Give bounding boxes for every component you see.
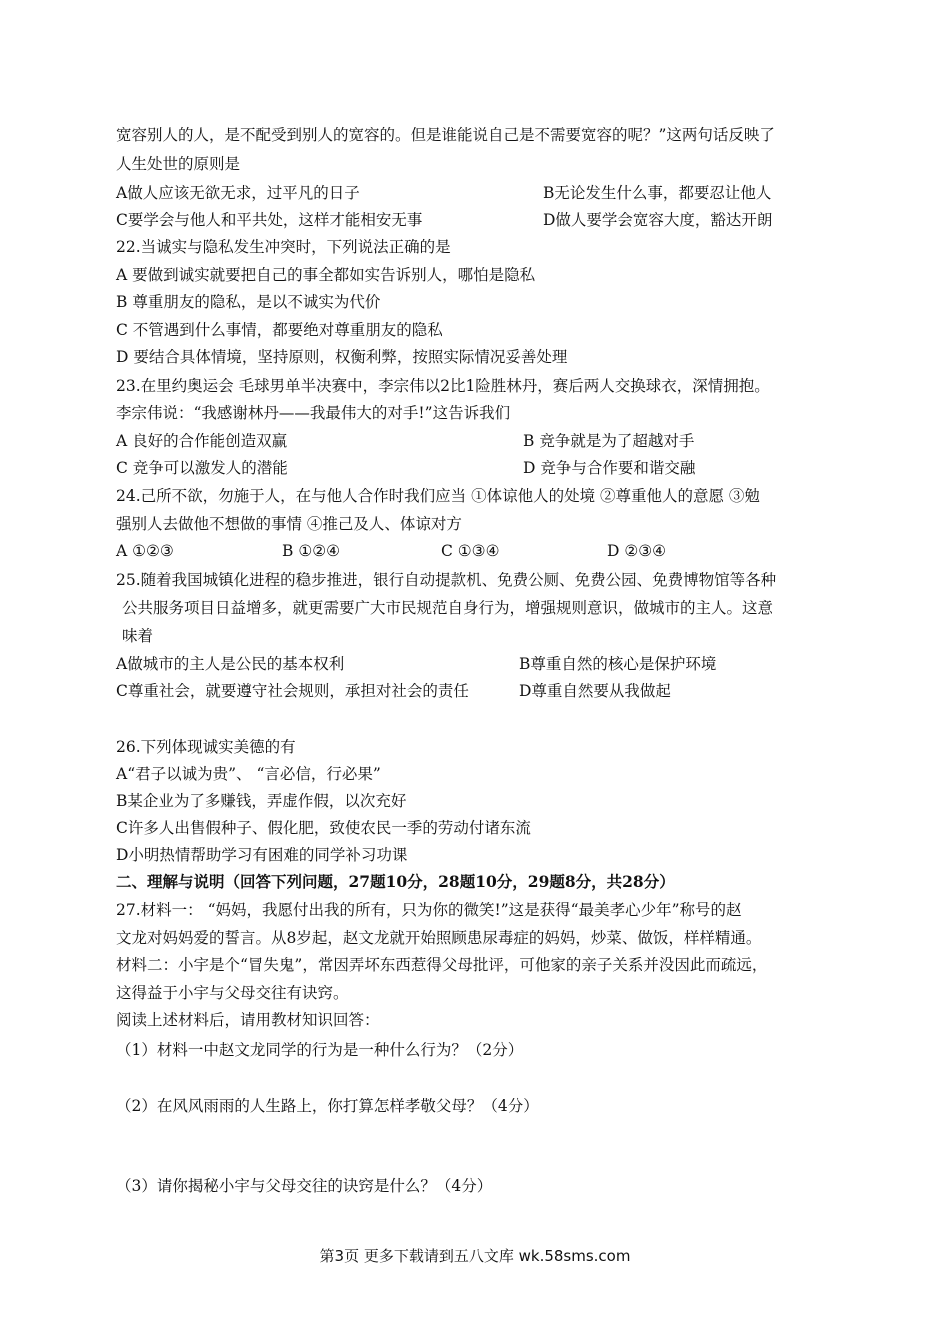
q23-stem-line-1: 23.在里约奥运会 毛球男单半决赛中，李宗伟以2比1险胜林丹，赛后两人交换球衣，深情拥抱。 [116, 377, 770, 395]
q24-option-c: C ①③④ [441, 542, 500, 560]
q27-material-one-line-2: 文龙对妈妈爱的誓言。从8岁起，赵文龙就开始照顾患尿毒症的妈妈，炒菜、做饭，样样精通。 [116, 929, 762, 947]
q21-option-c: C要学会与他人和平共处，这样才能相安无事 [116, 211, 423, 229]
q25-option-b: B尊重自然的核心是保护环境 [519, 655, 717, 673]
q21-option-a: A做人应该无欲无求，过平凡的日子 [116, 184, 360, 202]
q26-option-a: A“君子以诚为贵”、 “言必信，行必果” [116, 765, 381, 783]
q24-option-d: D ②③④ [607, 542, 667, 560]
q21-option-b: B无论发生什么事，都要忍让他人 [543, 184, 772, 202]
q27-instruction: 阅读上述材料后，请用教材知识回答： [116, 1011, 380, 1029]
q26-option-d: D小明热情帮助学习有困难的同学补习功课 [116, 846, 408, 864]
q24-stem-line-1: 24.己所不欲，勿施于人，在与他人合作时我们应当 ①体谅他人的处境 ②尊重他人的意愿 ③勉 [116, 487, 760, 505]
q26-option-b: B某企业为了多赚钱，弄虚作假，以次充好 [116, 792, 407, 810]
q27-material-two-line-1: 材料二：小宇是个“冒失鬼”，常因弄坏东西惹得父母批评，可他家的亲子关系并没因此而疏远， [116, 956, 768, 974]
q27-subquestion-1: （1）材料一中赵文龙同学的行为是一种什么行为？（2分） [116, 1041, 524, 1059]
q25-option-c: C尊重社会，就要遵守社会规则，承担对社会的责任 [116, 682, 469, 700]
page-footer: 第3页 更多下载请到五八文库 wk.58sms.com [319, 1247, 631, 1265]
q26-stem: 26.下列体现诚实美德的有 [116, 738, 296, 756]
q24-option-a: A ①②③ [116, 542, 174, 560]
q25-option-d: D尊重自然要从我做起 [519, 682, 671, 700]
q24-stem-line-2: 强别人去做他不想做的事情 ④推己及人、体谅对方 [116, 515, 462, 533]
q27-material-one-line-1: 27.材料一： “妈妈，我愿付出我的所有，只为你的微笑!”这是获得“最美孝心少年”称号的赵 [116, 901, 742, 919]
q23-option-b: B 竞争就是为了超越对手 [523, 432, 695, 450]
q21-option-d: D做人要学会宽容大度，豁达开朗 [543, 211, 773, 229]
q27-subquestion-3: （3）请你揭秘小宇与父母交往的诀窍是什么？（4分） [116, 1177, 493, 1195]
q25-stem-line-1: 25.随着我国城镇化进程的稳步推进，银行自动提款机、免费公厕、免费公园、免费博物馆等各种 [116, 571, 777, 589]
q22-stem: 22.当诚实与隐私发生冲突时，下列说法正确的是 [116, 238, 451, 256]
q25-option-a: A做城市的主人是公民的基本权利 [116, 655, 345, 673]
q21-stem-line-1: 宽容别人的人，是不配受到别人的宽容的。但是谁能说自己是不需要宽容的呢？”这两句话反映了 [116, 126, 775, 144]
q25-stem-line-2: 公共服务项目日益增多，就更需要广大市民规范自身行为，增强规则意识，做城市的主人。这意 [122, 599, 774, 617]
q27-subquestion-2: （2）在风风雨雨的人生路上，你打算怎样孝敬父母？（4分） [116, 1097, 539, 1115]
q22-option-c: C 不管遇到什么事情，都要绝对尊重朋友的隐私 [116, 321, 443, 339]
section-two-heading: 二、理解与说明（回答下列问题，27题10分，28题10分，29题8分，共28分） [116, 872, 675, 891]
q22-option-d: D 要结合具体情境，坚持原则，权衡利弊，按照实际情况妥善处理 [116, 348, 568, 366]
q23-option-d: D 竞争与合作要和谐交融 [523, 459, 696, 477]
q23-option-a: A 良好的合作能创造双赢 [116, 432, 288, 450]
q21-stem-line-2: 人生处世的原则是 [116, 155, 241, 173]
q26-option-c: C许多人出售假种子、假化肥，致使农民一季的劳动付诸东流 [116, 819, 531, 837]
q22-option-a: A 要做到诚实就要把自己的事全都如实告诉别人，哪怕是隐私 [116, 266, 536, 284]
q23-option-c: C 竞争可以激发人的潜能 [116, 459, 288, 477]
q22-option-b: B 尊重朋友的隐私，是以不诚实为代价 [116, 293, 381, 311]
q24-option-b: B ①②④ [282, 542, 341, 560]
q25-stem-line-3: 味着 [122, 627, 154, 645]
q23-stem-line-2: 李宗伟说：“我感谢林丹——我最伟大的对手!”这告诉我们 [116, 404, 511, 422]
q27-material-two-line-2: 这得益于小宇与父母交往有诀窍。 [116, 984, 349, 1002]
